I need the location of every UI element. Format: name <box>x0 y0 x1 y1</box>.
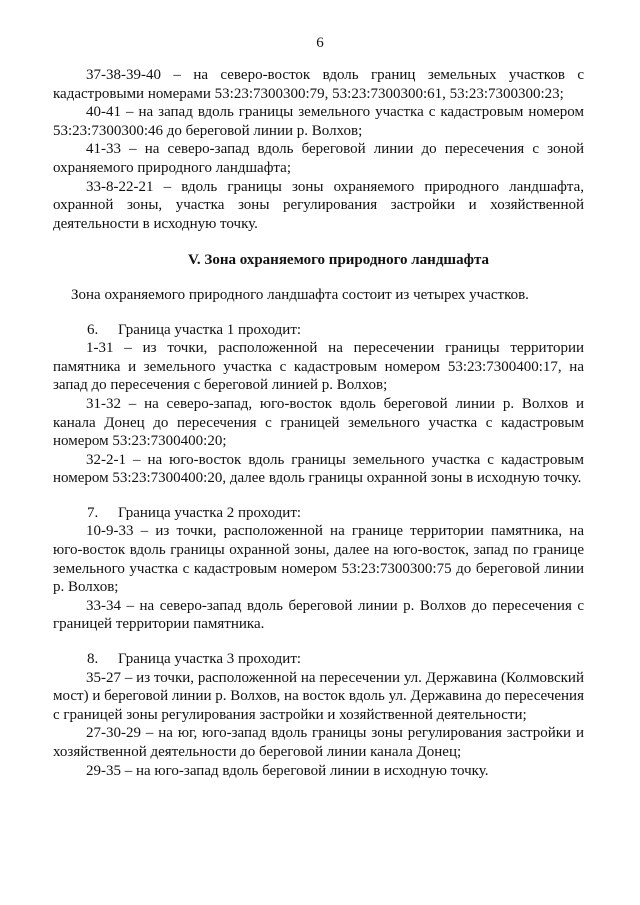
item-number: 7. <box>87 504 99 521</box>
paragraph: 40-41 – на запад вдоль границы земельного участка с кадастровым номером 53:23:7300300:46 до береговой линии р. Волхов; <box>53 104 584 139</box>
item-title: Граница участка 1 проходит: <box>118 321 302 338</box>
paragraph: 32-2-1 – на юго-восток вдоль границы земельного участка с кадастровым номером 53:23:7300400:20, далее вдоль границы охранной зоны в исходную точку. <box>53 451 584 487</box>
page-number: 6 <box>316 35 324 51</box>
item-heading-7 <box>53 504 584 523</box>
item-heading-8 <box>53 650 584 669</box>
paragraph: 35-27 – из точки, расположенной на пересечении ул. Державина (Колмовский мост) и береговой линии р. Волхов, на восток вдоль ул. Державина до пересечения с границей зоны регулирования застройки и хозяйственной деятельности; <box>53 669 584 723</box>
item-number: 8. <box>87 651 99 668</box>
section-intro: Зона охраняемого природного ландшафта состоит из четырех участков. <box>71 286 529 303</box>
item-number: 6. <box>87 321 99 338</box>
paragraph: 31-32 – на северо-запад, юго-восток вдоль береговой линии р. Волхов и канала Донец до пересечения с границей земельного участка с кадастровым номером 53:23:7300400:20; <box>53 395 584 450</box>
item-heading-6 <box>53 321 584 340</box>
paragraph: 33-8-22-21 – вдоль границы зоны охраняемого природного ландшафта, охранной зоны, участка зоны регулирования застройки и хозяйственной деятельности в исходную точку. <box>53 178 584 232</box>
item-title: Граница участка 2 проходит: <box>118 504 302 521</box>
paragraph: 10-9-33 – из точки, расположенной на границе территории памятника, на юго-восток вдоль границы охранной зоны, далее на юго-восток, запад по границе земельного участка с кадастровым номером 53:23:7300300:75 до береговой линии р. Волхов; <box>53 523 584 596</box>
paragraph: 27-30-29 – на юг, юго-запад вдоль границы зоны регулирования застройки и хозяйственной деятельности до береговой линии канала Донец; <box>53 725 584 760</box>
paragraph: 41-33 – на северо-запад вдоль береговой линии до пересечения с зоной охраняемого природного ландшафта; <box>53 141 584 176</box>
paragraph: 1-31 – из точки, расположенной на пересечении границы территории памятника и земельного участка с кадастровым номером 53:23:7300400:17, на запад до пересечения с береговой линией р. Волхов; <box>53 340 584 394</box>
paragraph: 37-38-39-40 – на северо-восток вдоль границ земельных участков с кадастровыми номерами 53:23:7300300:79, 53:23:7300300:61, 53:23:7300300:23; <box>53 67 584 102</box>
item-title: Граница участка 3 проходит: <box>118 651 302 668</box>
paragraph: 33-34 – на северо-запад вдоль береговой линии р. Волхов до пересечения с границей территории памятника. <box>53 597 584 633</box>
paragraph: 29-35 – на юго-запад вдоль береговой линии в исходную точку. <box>86 762 489 779</box>
section-heading: V. Зона охраняемого природного ландшафта <box>188 252 489 269</box>
document-body <box>53 66 584 780</box>
